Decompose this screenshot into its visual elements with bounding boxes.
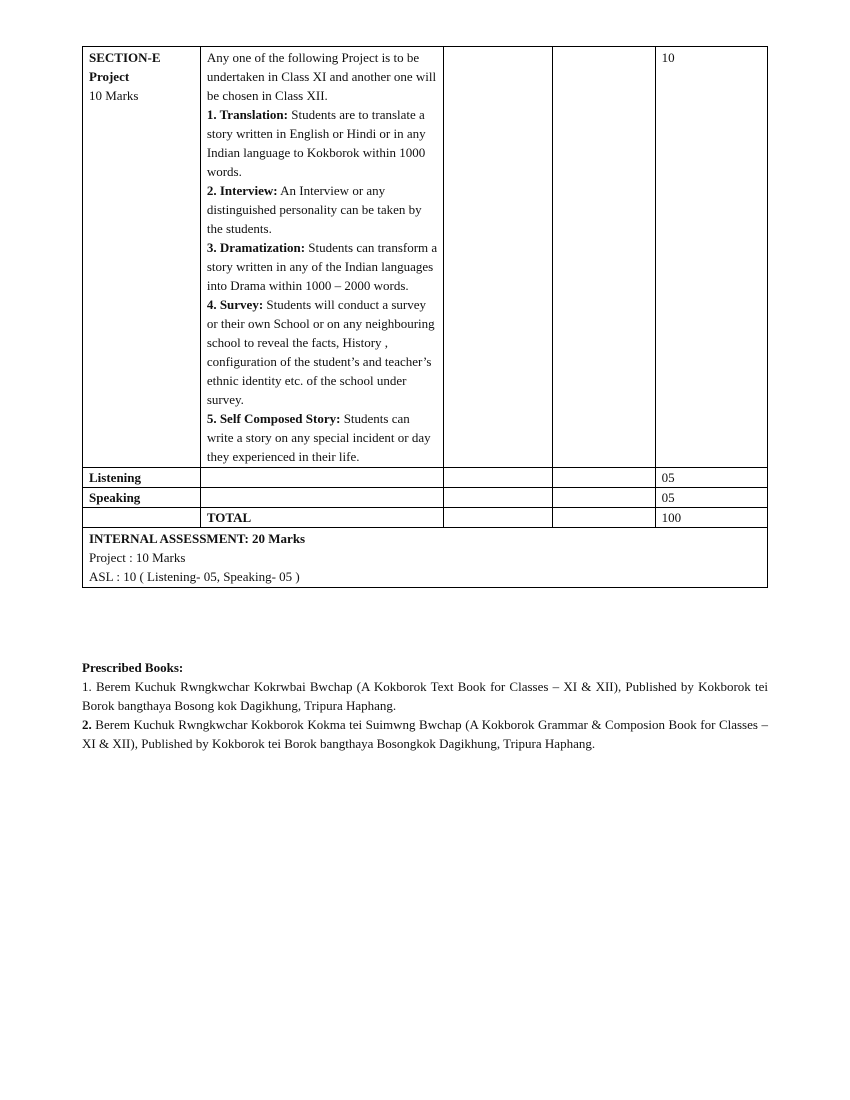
table-row-speaking <box>83 488 768 508</box>
section-cell <box>83 47 201 468</box>
book-number: 2. <box>82 717 92 732</box>
project-item <box>207 409 437 466</box>
internal-line-project: Project : 10 Marks <box>89 550 186 565</box>
book-text: Berem Kuchuk Rwngkwchar Kokrwbai Bwchap (A Kokborok Text Book for Classes – XI & XII), Published by Kokborok tei Borok bangthaya Bosong kok Dagikhung, Tripura Haphang. <box>82 679 768 713</box>
prescribed-books <box>82 658 768 753</box>
project-item-text: An Interview or any distinguished personality can be taken by the students. <box>206 183 422 236</box>
listening-label: Listening <box>83 468 201 488</box>
project-description-cell <box>200 47 443 468</box>
empty-cell <box>553 47 655 468</box>
book-number: 1. <box>82 679 92 694</box>
empty-cell <box>553 488 655 508</box>
project-intro: Any one of the following Project is to be undertaken in Class XI and another one will be chosen in Class XII. <box>206 50 437 103</box>
table-row-project <box>83 47 768 468</box>
marks-table <box>82 46 768 588</box>
project-item-heading: 3. Dramatization: <box>206 240 306 255</box>
empty-cell <box>553 468 655 488</box>
project-item-heading: 1. Translation: <box>206 107 288 122</box>
project-item-text: Students are to translate a story written in English or Hindi or in any Indian language to Kokborok within 1000 words. <box>206 107 426 179</box>
section-label: SECTION-E <box>89 50 161 65</box>
total-label: TOTAL <box>200 508 443 528</box>
listening-marks: 05 <box>655 468 767 488</box>
project-item-text: Students will conduct a survey or their own School or on any neighbouring school to reveal the facts, History , configuration of the student’s and teacher’s ethnic identity etc. of the school under survey. <box>206 297 435 407</box>
project-item <box>207 238 437 295</box>
speaking-label: Speaking <box>83 488 201 508</box>
empty-cell <box>200 488 443 508</box>
speaking-marks: 05 <box>655 488 767 508</box>
total-marks: 100 <box>655 508 767 528</box>
project-item <box>207 181 437 238</box>
empty-cell <box>200 468 443 488</box>
project-item <box>207 105 437 181</box>
project-item-heading: 4. Survey: <box>206 297 264 312</box>
empty-cell <box>444 508 553 528</box>
empty-cell <box>83 508 201 528</box>
empty-cell <box>444 468 553 488</box>
book-item <box>82 715 768 753</box>
section-marks: 10 Marks <box>89 88 139 103</box>
section-sub: Project <box>89 69 130 84</box>
internal-line-asl: ASL : 10 ( Listening- 05, Speaking- 05 ) <box>89 569 300 584</box>
table-row-total <box>83 508 768 528</box>
book-item <box>82 677 768 715</box>
project-marks: 10 <box>655 47 767 468</box>
project-item-text: Students can transform a story written in any of the Indian languages into Drama within 1000 – 2000 words. <box>206 240 438 293</box>
syllabus-page <box>82 46 768 588</box>
table-row-internal-assessment <box>83 528 768 588</box>
internal-assessment-cell <box>83 528 768 588</box>
empty-cell <box>553 508 655 528</box>
internal-heading: INTERNAL ASSESSMENT: 20 Marks <box>89 531 306 546</box>
project-item-heading: 2. Interview: <box>206 183 278 198</box>
project-item <box>207 295 437 409</box>
table-row-listening <box>83 468 768 488</box>
empty-cell <box>444 47 553 468</box>
empty-cell <box>444 488 553 508</box>
project-item-text: Students can write a story on any special incident or day they experienced in their life. <box>206 411 431 464</box>
books-title: Prescribed Books: <box>82 660 184 675</box>
project-item-heading: 5. Self Composed Story: <box>206 411 341 426</box>
book-text: Berem Kuchuk Rwngkwchar Kokborok Kokma tei Suimwng Bwchap (A Kokborok Grammar & Composion Book for Classes – XI & XII), Published by Kokborok tei Borok bangthaya Bosongkok Dagikhung, Tripura Haphang. <box>82 717 768 751</box>
